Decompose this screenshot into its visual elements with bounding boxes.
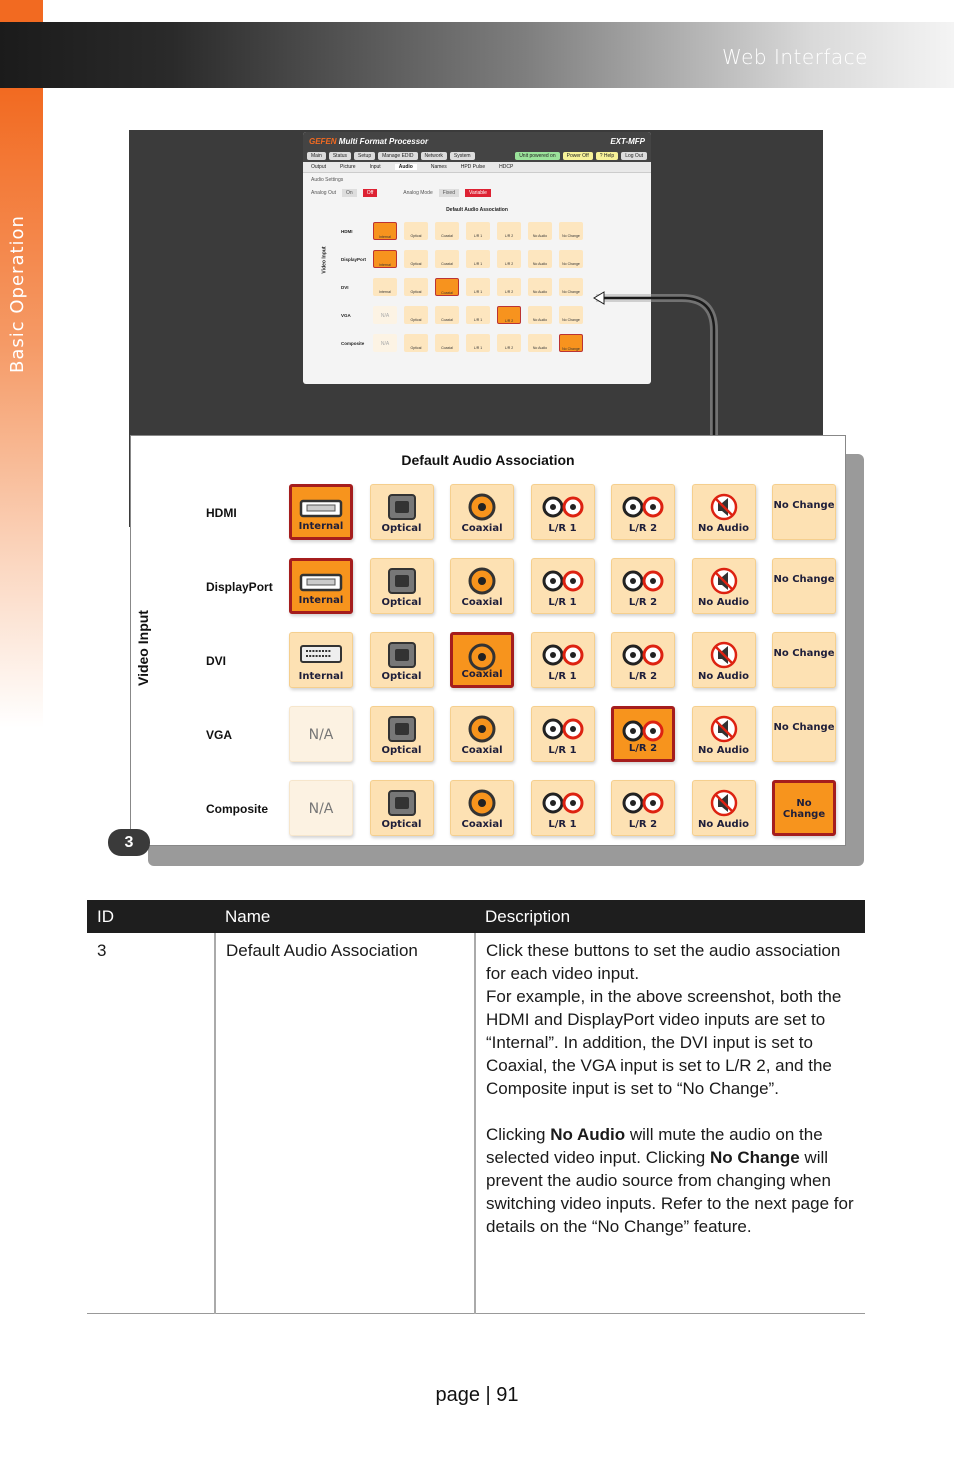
lr2-icon (620, 640, 666, 670)
vga-no-audio-button[interactable] (692, 706, 756, 762)
optical-icon (379, 640, 425, 670)
composite-no-change-button[interactable] (772, 780, 836, 836)
no-audio-icon (701, 640, 747, 670)
mini-lr1-button[interactable]: L/R 1 (466, 250, 490, 268)
lr1-icon (540, 492, 586, 522)
button-label: Internal (298, 521, 344, 532)
mini-nav-main[interactable]: Main (307, 152, 326, 160)
composite-internal-button (289, 780, 353, 836)
mini-tab-input[interactable]: Input (369, 164, 381, 170)
button-label: No Audio (697, 671, 750, 682)
mini-grid-row (341, 217, 643, 245)
row-label-composite: Composite (206, 802, 269, 816)
row-label-hdmi: HDMI (206, 506, 237, 520)
callout-badge: 3 (108, 829, 150, 856)
mini-no-change-button[interactable]: No Change (559, 334, 583, 352)
cell-name: Default Audio Association (215, 933, 475, 1313)
displayport-internal-button[interactable] (289, 558, 353, 614)
button-label: L/R 1 (548, 523, 577, 534)
mini-lr2-button[interactable]: L/R 2 (497, 222, 521, 240)
mini-analog-off[interactable]: Off (363, 189, 378, 197)
mini-no-change-button[interactable]: No Change (559, 250, 583, 268)
button-label: No Change (782, 798, 826, 820)
page-header (0, 22, 954, 88)
mini-no-audio-button[interactable]: No Audio (528, 278, 552, 296)
mini-optical-button[interactable]: Optical (404, 278, 428, 296)
button-label: L/R 2 (628, 671, 658, 682)
button-label: L/R 2 (628, 819, 658, 830)
mini-nav-system[interactable]: System (450, 152, 475, 160)
displayport-no-audio-button[interactable] (692, 558, 756, 614)
mini-no-audio-button[interactable]: No Audio (528, 306, 552, 324)
mini-tabs (303, 162, 651, 173)
dvi-lr2-button[interactable] (611, 632, 675, 688)
mini-nav-status[interactable]: Status (329, 152, 351, 160)
optical-icon (379, 566, 425, 596)
mini-optical-button[interactable]: Optical (404, 306, 428, 324)
mini-tab-hdcp[interactable]: HDCP (499, 164, 514, 170)
coaxial-icon (459, 492, 505, 522)
vga-internal-button (289, 706, 353, 762)
mini-title-bar (303, 132, 651, 150)
mini-mode-variable[interactable]: Variable (465, 189, 491, 197)
chapter-tab (0, 0, 43, 22)
na-label: N/A (308, 801, 334, 817)
dvi-no-audio-button[interactable] (692, 632, 756, 688)
video-input-label: Video Input (135, 610, 151, 686)
mini-no-audio-button[interactable]: No Audio (528, 334, 552, 352)
description-table (87, 900, 865, 1314)
row-label-vga: VGA (206, 728, 233, 742)
mini-lr2-button[interactable]: L/R 2 (497, 306, 521, 324)
button-label: Optical (381, 597, 422, 608)
dvi-coaxial-button[interactable] (450, 632, 514, 688)
hdmi-internal-button[interactable] (289, 484, 353, 540)
mini-lr2-button[interactable]: L/R 2 (497, 278, 521, 296)
mini-coaxial-button[interactable]: Coaxial (435, 222, 459, 240)
button-label: Internal (298, 595, 344, 606)
displayport-no-change-button[interactable] (772, 558, 836, 614)
vga-lr1-button[interactable] (531, 706, 595, 762)
hdmi-optical-button[interactable] (370, 484, 434, 540)
mini-grid-row (341, 245, 643, 273)
no-audio-icon (701, 566, 747, 596)
mini-mode-fixed[interactable]: Fixed (439, 189, 459, 197)
mini-row-label: DisplayPort (341, 256, 367, 262)
lr2-icon (620, 716, 666, 746)
desc-para-2: For example, in the above screenshot, both the HDMI and DisplayPort video inputs are set to “Internal”. In addition, the DVI input is set to Coaxial, the VGA input is set to L/R 2, and the Composite input is set to “No Change”. (486, 987, 842, 1098)
mini-internal-button[interactable]: Internal (373, 278, 397, 296)
mini-optical-button[interactable]: Optical (404, 250, 428, 268)
vga-optical-button[interactable] (370, 706, 434, 762)
button-label: Coaxial (461, 669, 503, 680)
internal-icon (298, 494, 344, 524)
button-label: No Audio (697, 523, 750, 534)
mini-row-label: VGA (341, 312, 351, 318)
audio-association-panel (130, 435, 846, 846)
panel-title: Default Audio Association (401, 452, 575, 468)
mini-product: Multi Format Processor (338, 136, 429, 146)
mini-lr2-button[interactable]: L/R 2 (497, 250, 521, 268)
optical-icon (379, 788, 425, 818)
mini-tab-hpd[interactable]: HPD Pulse (460, 164, 486, 170)
mini-nav-setup[interactable]: Setup (354, 152, 375, 160)
composite-coaxial-button[interactable] (450, 780, 514, 836)
mini-analog-out-label: Analog Out (311, 190, 337, 196)
mini-no-change-button[interactable]: No Change (559, 306, 583, 324)
button-label: Optical (381, 523, 422, 534)
button-label: Optical (381, 671, 422, 682)
hdmi-no-audio-button[interactable] (692, 484, 756, 540)
mini-lr2-button[interactable]: L/R 2 (497, 334, 521, 352)
optical-icon (379, 492, 425, 522)
coaxial-icon (459, 788, 505, 818)
desc-para-3: Clicking No Audio will mute the audio on the selected video input. Clicking No Change will prevent the audio source from changing when switching video inputs. Refer to the next page for details on the “No Change” feature. (486, 1125, 854, 1236)
coaxial-icon (459, 642, 505, 672)
dvi-lr1-button[interactable] (531, 632, 595, 688)
displayport-lr2-button[interactable] (611, 558, 675, 614)
lr2-icon (620, 492, 666, 522)
mini-optical-button[interactable]: Optical (404, 222, 428, 240)
button-label: No Change (773, 648, 835, 659)
internal-icon (298, 640, 344, 670)
button-label: L/R 2 (628, 597, 658, 608)
button-label: No Audio (697, 819, 750, 830)
mini-lr1-button[interactable]: L/R 1 (466, 222, 490, 240)
button-label: L/R 1 (548, 597, 577, 608)
button-label: L/R 1 (548, 671, 577, 682)
mini-lr1-button[interactable]: L/R 1 (466, 278, 490, 296)
mini-power-off[interactable]: Power Off (563, 152, 593, 160)
vga-no-change-button[interactable] (772, 706, 836, 762)
lr1-icon (540, 640, 586, 670)
lr2-icon (620, 788, 666, 818)
no-audio-icon (701, 714, 747, 744)
mini-lr1-button[interactable]: L/R 1 (466, 306, 490, 324)
mini-tab-picture[interactable]: Picture (340, 164, 356, 170)
optical-icon (379, 714, 425, 744)
composite-lr1-button[interactable] (531, 780, 595, 836)
mini-analog-on[interactable]: On (342, 189, 357, 197)
chapter-title: Basic Operation (7, 215, 28, 373)
mini-tab-audio[interactable]: Audio (395, 164, 417, 170)
button-label: Coaxial (461, 745, 503, 756)
mini-no-change-button[interactable]: No Change (559, 222, 583, 240)
desc-para-1: Click these buttons to set the audio association for each video input. (486, 941, 841, 983)
button-label: L/R 1 (548, 745, 577, 756)
mini-row-label: HDMI (341, 228, 353, 234)
callout-connector (590, 290, 730, 440)
mini-internal-button: N/A (373, 334, 397, 352)
cell-description (475, 933, 865, 1313)
button-label: Coaxial (461, 523, 503, 534)
mini-coaxial-button[interactable]: Coaxial (435, 250, 459, 268)
mini-no-audio-button[interactable]: No Audio (528, 222, 552, 240)
hdmi-lr1-button[interactable] (531, 484, 595, 540)
mini-internal-button: N/A (373, 306, 397, 324)
dvi-no-change-button[interactable] (772, 632, 836, 688)
col-header-id: ID (87, 900, 215, 933)
button-label: L/R 1 (548, 819, 577, 830)
coaxial-icon (459, 566, 505, 596)
mini-lr1-button[interactable]: L/R 1 (466, 334, 490, 352)
button-label: Internal (298, 671, 344, 682)
row-label-displayport: DisplayPort (206, 580, 273, 594)
button-label: L/R 2 (628, 523, 658, 534)
chapter-sidebar (0, 88, 43, 728)
displayport-coaxial-button[interactable] (450, 558, 514, 614)
lr1-icon (540, 566, 586, 596)
mini-grid-title: Default Audio Association (446, 207, 508, 213)
dvi-internal-button[interactable] (289, 632, 353, 688)
mini-internal-button[interactable]: Internal (373, 250, 397, 268)
mini-help[interactable]: ? Help (596, 152, 618, 160)
na-label: N/A (308, 727, 334, 743)
button-label: No Change (773, 574, 835, 585)
button-label: Coaxial (461, 597, 503, 608)
button-label: No Change (773, 722, 835, 733)
mini-nav-edid[interactable]: Manage EDID (378, 152, 417, 160)
no-audio-icon (701, 788, 747, 818)
col-header-description: Description (475, 900, 865, 933)
button-label: Coaxial (461, 819, 503, 830)
mini-analog-mode-label: Analog Mode (403, 190, 433, 196)
lr2-icon (620, 566, 666, 596)
dvi-optical-button[interactable] (370, 632, 434, 688)
composite-lr2-button[interactable] (611, 780, 675, 836)
button-label: Optical (381, 745, 422, 756)
mini-audio-settings-label: Audio Settings (311, 177, 344, 183)
coaxial-icon (459, 714, 505, 744)
button-label: No Change (773, 500, 835, 511)
mini-optical-button[interactable]: Optical (404, 334, 428, 352)
mini-no-change-button[interactable]: No Change (559, 278, 583, 296)
mini-video-input-label: Video Input (321, 246, 328, 274)
mini-coaxial-button[interactable]: Coaxial (435, 334, 459, 352)
displayport-optical-button[interactable] (370, 558, 434, 614)
row-label-dvi: DVI (206, 654, 227, 668)
button-label: No Audio (697, 597, 750, 608)
mini-row-label: DVI (341, 284, 349, 290)
mini-internal-button[interactable]: Internal (373, 222, 397, 240)
col-header-name: Name (215, 900, 475, 933)
mini-brand: GEFEN (309, 136, 337, 146)
mini-model: EXT-MFP (610, 136, 645, 146)
mini-logout[interactable]: Log Out (621, 152, 647, 160)
button-label: No Audio (697, 745, 750, 756)
internal-icon (298, 568, 344, 598)
button-label: L/R 2 (628, 743, 658, 754)
no-audio-icon (701, 492, 747, 522)
composite-no-audio-button[interactable] (692, 780, 756, 836)
hdmi-lr2-button[interactable] (611, 484, 675, 540)
composite-optical-button[interactable] (370, 780, 434, 836)
mini-coaxial-button[interactable]: Coaxial (435, 278, 459, 296)
mini-tab-names[interactable]: Names (430, 164, 447, 170)
vga-coaxial-button[interactable] (450, 706, 514, 762)
button-label: Optical (381, 819, 422, 830)
page-number: page | 91 (435, 1384, 519, 1406)
mini-nav-network[interactable]: Network (421, 152, 447, 160)
displayport-lr1-button[interactable] (531, 558, 595, 614)
table-row (87, 933, 865, 1313)
mini-nav (303, 150, 651, 162)
cell-id: 3 (87, 933, 215, 1313)
mini-status-on: Unit powered on (515, 152, 559, 160)
hdmi-no-change-button[interactable] (772, 484, 836, 540)
mini-row-label: Composite (341, 340, 365, 346)
mini-coaxial-button[interactable]: Coaxial (435, 306, 459, 324)
vga-lr2-button[interactable] (611, 706, 675, 762)
section-title: Web Interface (721, 45, 868, 69)
lr1-icon (540, 788, 586, 818)
hdmi-coaxial-button[interactable] (450, 484, 514, 540)
mini-tab-output[interactable]: Output (311, 164, 327, 170)
lr1-icon (540, 714, 586, 744)
mini-no-audio-button[interactable]: No Audio (528, 250, 552, 268)
